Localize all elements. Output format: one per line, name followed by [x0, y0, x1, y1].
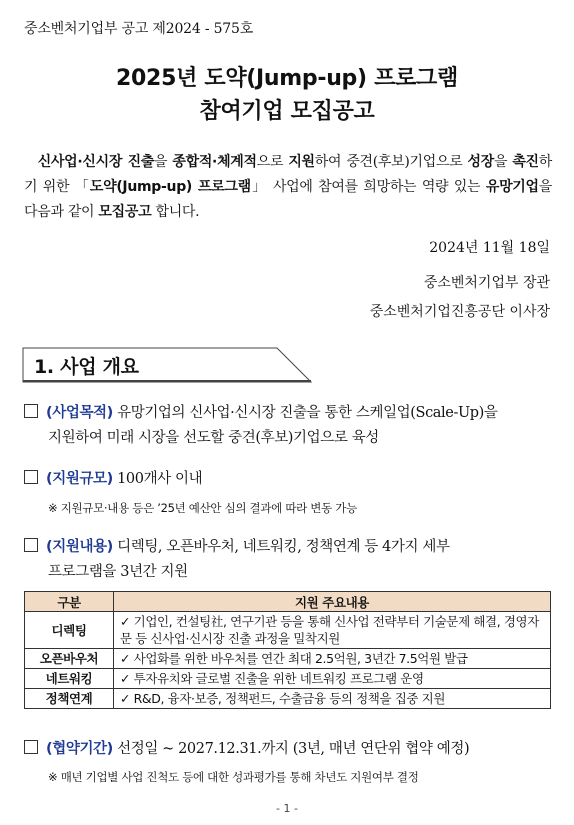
- intro-emphasis: 촉진: [512, 154, 539, 170]
- item-label: (지원내용): [46, 539, 113, 555]
- table-row: [25, 612, 551, 649]
- table-row: [25, 669, 551, 689]
- signer-minister: 중소벤처기업부 장관: [423, 275, 550, 291]
- item-text: 100개사 이내: [112, 471, 203, 487]
- table-header: 지원 주요내용: [114, 592, 551, 612]
- table-header-row: [25, 592, 551, 612]
- section-header: [22, 347, 310, 381]
- intro-text: 을: [493, 154, 513, 170]
- intro-emphasis: 모집공고: [98, 204, 152, 220]
- item-scale: [24, 467, 554, 492]
- table-content: ✓ 기업인, 컨설팅社, 연구기관 등을 통해 신사업 전략부터 기술문제 해결, 경영자문 등 신사업·신시장 진출 과정을 밀착지원: [114, 612, 551, 649]
- item-text: 선정일 ~ 2027.12.31.까지 (3년, 매년 연단위 협약 예정): [112, 741, 470, 757]
- notice-date: 2024년 11월 18일: [429, 240, 550, 256]
- table-content: ✓ 사업화를 위한 바우처를 연간 최대 2.5억원, 3년간 7.5억원 발급: [114, 649, 551, 669]
- intro-text: 합니다.: [151, 204, 200, 220]
- table-category: 오픈바우처: [25, 649, 114, 669]
- checkbox-square-icon: [24, 538, 38, 552]
- item-text-cont: 지원하여 미래 시장을 선도할 중견(후보)기업으로 육성: [48, 430, 379, 446]
- period-note: ※ 매년 기업별 사업 진척도 등에 대한 성과평가를 통해 차년도 지원여부 결정: [48, 770, 419, 784]
- title-line1: 2025년 도약(Jump-up) 프로그램: [116, 66, 458, 91]
- item-text-cont: 프로그램을 3년간 지원: [48, 564, 188, 580]
- table-content: ✓ 투자유치와 글로벌 진출을 위한 네트워킹 프로그램 운영: [114, 669, 551, 689]
- intro-emphasis: 성장: [467, 154, 494, 170]
- item-label: (지원규모): [46, 471, 113, 487]
- item-period: [24, 737, 554, 762]
- scale-note: ※ 지원규모·내용 등은 ’25년 예산안 심의 결과에 따라 변동 가능: [48, 501, 357, 515]
- notice-number: 중소벤처기업부 공고 제2024 - 575호: [24, 21, 254, 37]
- intro-paragraph: [24, 150, 552, 225]
- page-number: - 1 -: [276, 802, 298, 815]
- table-content: ✓ R&D, 융자·보증, 정책펀드, 수출금융 등의 정책을 집중 지원: [114, 689, 551, 709]
- checkbox-square-icon: [24, 740, 38, 754]
- table-row: [25, 689, 551, 709]
- signer-agency: 중소벤처기업진흥공단 이사장: [369, 304, 550, 320]
- support-table: [24, 591, 551, 709]
- title-line2: 참여기업 모집공고: [199, 99, 375, 124]
- item-text: 유망기업의 신사업·신시장 진출을 통한 스케일업(Scale-Up)을: [112, 405, 498, 421]
- item-text: 디렉팅, 오픈바우처, 네트워킹, 정책연계 등 4가지 세부: [112, 539, 450, 555]
- checkbox-square-icon: [24, 470, 38, 484]
- intro-emphasis: 종합적·체계적: [172, 154, 257, 170]
- intro-text: 하여 중견(후보)기업으로: [314, 154, 468, 170]
- item-purpose: [24, 401, 554, 451]
- intro-emphasis: 유망기업: [485, 179, 539, 195]
- table-row: [25, 649, 551, 669]
- table-category: 네트워킹: [25, 669, 114, 689]
- table-header: 구분: [25, 592, 114, 612]
- intro-text: 을 다음과 같이: [24, 179, 552, 220]
- intro-text: 하기 위한 「: [24, 154, 552, 195]
- table-category: 정책연계: [25, 689, 114, 709]
- item-label: (사업목적): [46, 405, 113, 421]
- intro-emphasis: 지원: [288, 154, 315, 170]
- intro-text: 으로: [256, 154, 289, 170]
- checkbox-square-icon: [24, 404, 38, 418]
- item-label: (협약기간): [46, 741, 113, 757]
- table-category: 디렉팅: [25, 612, 114, 649]
- section-title: 1. 사업 개요: [34, 356, 139, 378]
- item-content: [24, 535, 554, 585]
- intro-text: 을: [154, 154, 173, 170]
- intro-emphasis: 신사업·신시장 진출: [37, 154, 155, 170]
- intro-emphasis: 도약(Jump-up) 프로그램: [89, 179, 251, 195]
- intro-text: 」 사업에 참여를 희망하는 역량 있는: [250, 179, 486, 195]
